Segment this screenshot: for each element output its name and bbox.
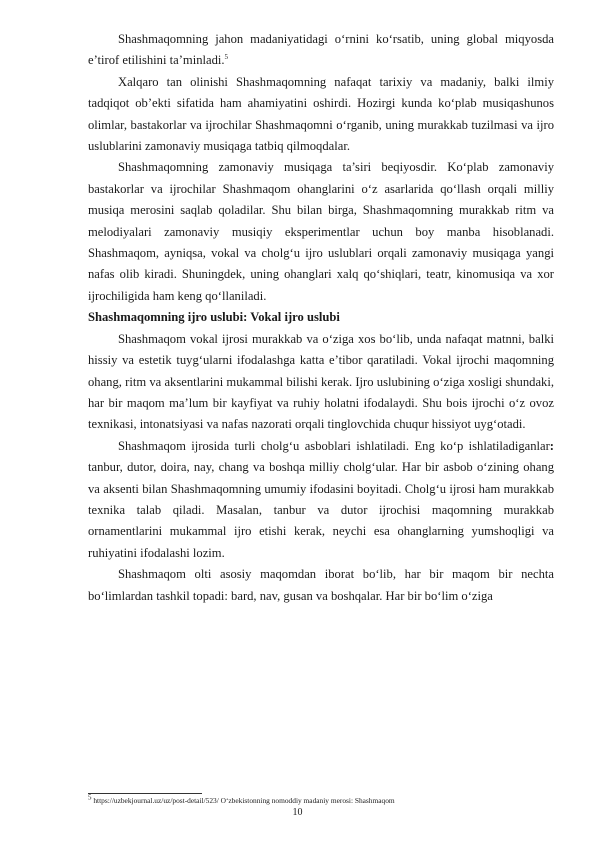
paragraph-2: Xalqaro tan olinishi Shashmaqomning nafaqat tarixiy va madaniy, balki ilmiy tadqiqot ob’ekti sifatida ham ahamiyatini oshirdi. Hozirgi kunda ko‘plab musiqashunos olimlar, bastakorlar va ijrochilar Shashmaqomni o‘rganib, uning murakkab tuzilmasi va ijro uslublarini zamonaviy musiqaga tatbiq qilmoqdalar.	[88, 74, 554, 154]
paragraph-5-colon: :	[549, 438, 554, 453]
page-number: 10	[292, 807, 303, 818]
footnote	[88, 793, 554, 806]
footnote-text[interactable]: https://uzbekjournal.uz/uz/post-detail/523/ O‘zbekistonning nomoddiy madaniy merosi: Shashmaqom	[91, 796, 395, 805]
paragraph-1-text: Shashmaqomning jahon madaniyatidagi o‘rnini ko‘rsatib, uning global miqyosda e’tirof etilishini ta’minladi.	[88, 32, 554, 68]
paragraph-6: Shashmaqom olti asosiy maqomdan iborat bo‘lib, har bir maqom bir nechta bo‘limlardan tashkil topadi: bard, nav, gusan va boshqalar. Har bir bo‘lim o‘ziga	[88, 567, 554, 603]
paragraph-5-end: tanbur, dutor, doira, nay, chang va boshqa milliy cholg‘ular. Har bir asbob o‘zining ohang va aksenti bilan Shashmaqomning umumiy ifodasini boyitadi. Cholg‘u ijrosi ham murakkab texnika talab qiladi. Masalan, tanbur va dutor ijrochisi maqomning murakkab ornamentlarini mukammal ijro etishi kerak, neychi esa ohanglarning yumshoqligi va ruhiyatini ifodalashi lozim.	[88, 460, 554, 560]
body-text	[88, 29, 554, 607]
paragraph-1	[88, 29, 554, 72]
paragraph-3: Shashmaqomning zamonaviy musiqaga ta’siri beqiyosdir. Ko‘plab zamonaviy bastakorlar va ijrochilar Shashmaqom ohanglarini o‘z asarlarida qo‘llash orqali milliy musiqa merosini saqlab qoladilar. Shu bilan birga, Shashmaqomning murakkab ritm va melodiyalari zamonaviy musiqiy eksperimentlar uchun boy manba hisoblanadi. Shashmaqom, ayniqsa, vokal va cholg‘u ijro uslublari orqali zamonaviy musiqaga yangi nafas olib kiradi. Shuningdek, uning ohanglari xalq qo‘shiqlari, teatr, kinomusiqa va xor ijrochiligida ham keng qo‘llaniladi.	[88, 160, 554, 303]
paragraph-4: Shashmaqom vokal ijrosi murakkab va o‘ziga xos bo‘lib, unda nafaqat matnni, balki hissiy va estetik tuyg‘ularni ifodalashga katta e’tibor qaratiladi. Vokal ijrochi maqomning ohang, ritm va aksentlarini mukammal bilishi kerak. Ijro uslubining o‘ziga xosligi shundaki, har bir maqom ma’lum bir kayfiyat va ruhiy holatni ifodalaydi. Shu bois ijrochi o‘z ovoz texnikasi, intonatsiyasi va nafas nazorati orqali tinglovchida chuqur hissiyot uyg‘otadi.	[88, 331, 554, 432]
footnote-reference[interactable]: 5	[224, 53, 229, 62]
footnote-marker: 5	[88, 793, 92, 802]
footnote-divider	[88, 793, 202, 794]
paragraph-5	[88, 436, 554, 564]
paragraph-5-start: Shashmaqom ijrosida turli cholg‘u asboblari ishlatiladi. Eng ko‘p ishlatiladiganlar	[118, 438, 550, 453]
section-heading: Shashmaqomning ijro uslubi: Vokal ijro uslubi	[88, 310, 340, 325]
